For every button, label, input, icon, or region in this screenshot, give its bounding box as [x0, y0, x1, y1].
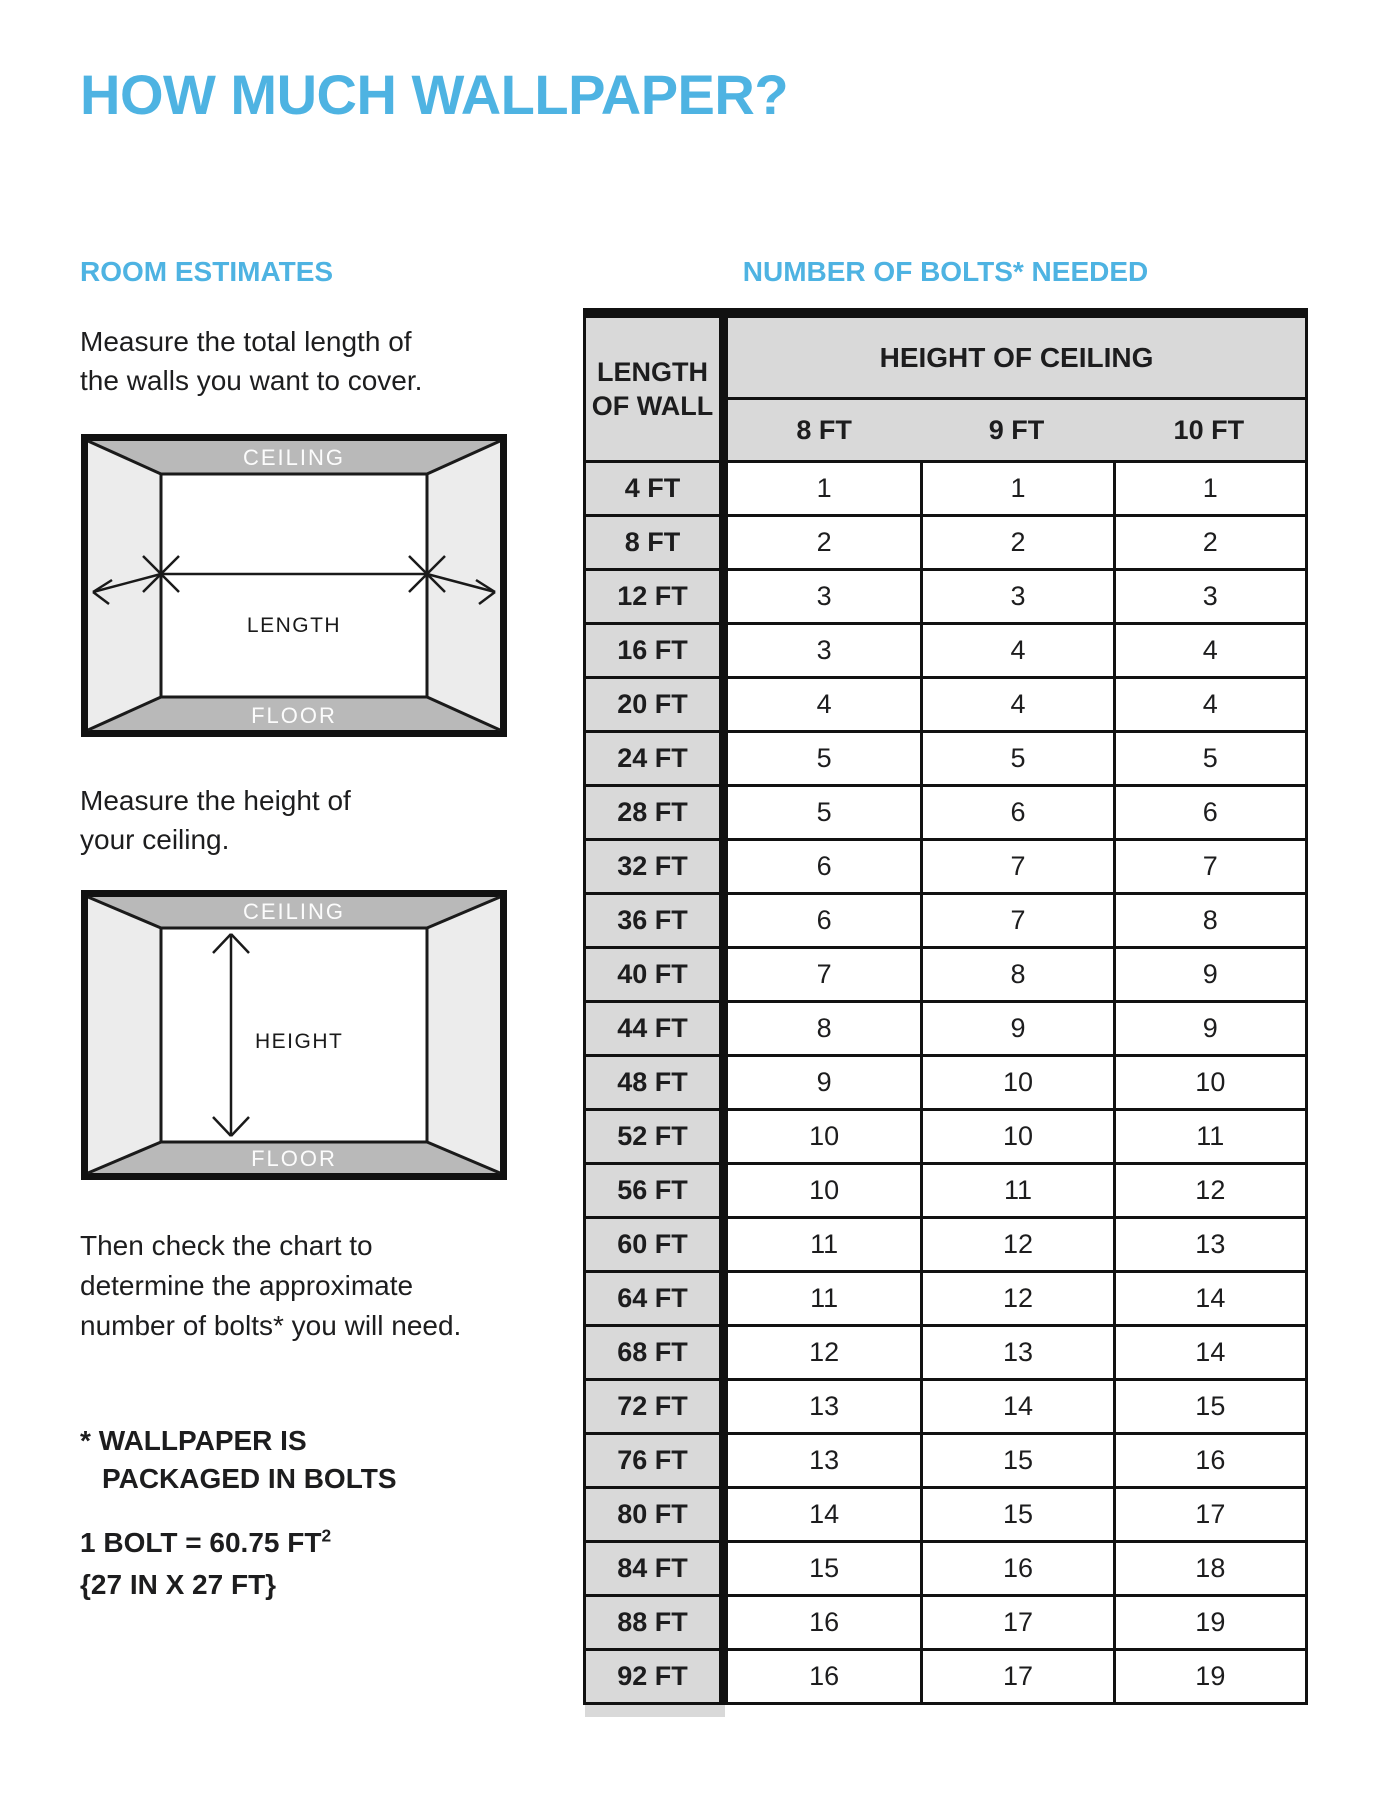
wall-length-cell: 56 FT: [586, 1162, 728, 1216]
bolt-count-cell: 8: [728, 1000, 920, 1054]
bolt-count-cell: 3: [920, 568, 1112, 622]
page-title: HOW MUCH WALLPAPER?: [80, 63, 789, 126]
text-line: the walls you want to cover.: [80, 365, 423, 396]
room-length-diagram: [81, 434, 507, 737]
bolt-count-cell: 1: [1113, 460, 1305, 514]
bolt-count-cell: 17: [1113, 1486, 1305, 1540]
bolt-count-cell: 5: [728, 730, 920, 784]
bolt-count-cell: 15: [920, 1486, 1112, 1540]
bolt-count-cell: 14: [920, 1378, 1112, 1432]
bolt-count-cell: 14: [1113, 1324, 1305, 1378]
bolt-count-cell: 7: [1113, 838, 1305, 892]
bolts-table: [583, 308, 1308, 1705]
bolt-count-cell: 8: [920, 946, 1112, 1000]
bolt-count-cell: 12: [1113, 1162, 1305, 1216]
wall-length-cell: 36 FT: [586, 892, 728, 946]
bolt-count-cell: 16: [1113, 1432, 1305, 1486]
bolt-count-cell: 4: [1113, 622, 1305, 676]
bolt-count-cell: 6: [728, 838, 920, 892]
wall-length-cell: 88 FT: [586, 1594, 728, 1648]
wall-length-cell: 4 FT: [586, 460, 728, 514]
bolt-count-cell: 15: [1113, 1378, 1305, 1432]
bolt-count-cell: 6: [1113, 784, 1305, 838]
bolt-count-cell: 2: [920, 514, 1112, 568]
bolt-count-cell: 4: [1113, 676, 1305, 730]
text-line: Measure the height of: [80, 785, 351, 816]
bolt-count-cell: 3: [728, 568, 920, 622]
bolt-count-cell: 4: [728, 676, 920, 730]
bolt-count-cell: 11: [728, 1216, 920, 1270]
bolt-count-cell: 17: [920, 1648, 1112, 1702]
bolt-count-cell: 15: [728, 1540, 920, 1594]
bolt-count-cell: 7: [728, 946, 920, 1000]
wall-length-cell: 72 FT: [586, 1378, 728, 1432]
wall-length-cell: 40 FT: [586, 946, 728, 1000]
text-line: Measure the total length of: [80, 326, 412, 357]
length-of-wall-header: LENGTH OF WALL: [586, 318, 728, 460]
bolt-count-cell: 4: [920, 676, 1112, 730]
floor-label: FLOOR: [251, 1146, 337, 1171]
bolt-count-cell: 18: [1113, 1540, 1305, 1594]
bolt-size-line: 1 BOLT = 60.75 $FT^2$: [80, 1525, 332, 1558]
wall-length-cell: 12 FT: [586, 568, 728, 622]
bolt-count-cell: 1: [728, 460, 920, 514]
bolt-count-cell: 10: [1113, 1054, 1305, 1108]
bolt-count-cell: 8: [1113, 892, 1305, 946]
bolt-count-cell: 19: [1113, 1648, 1305, 1702]
bolt-count-cell: 12: [728, 1324, 920, 1378]
wall-length-cell: 80 FT: [586, 1486, 728, 1540]
bolt-count-cell: 4: [920, 622, 1112, 676]
wall-length-cell: 8 FT: [586, 514, 728, 568]
wall-length-cell: 48 FT: [586, 1054, 728, 1108]
text-line: determine the approximate: [80, 1270, 414, 1301]
wall-length-cell: 60 FT: [586, 1216, 728, 1270]
back-wall-face: [161, 474, 427, 697]
room-height-diagram: [81, 890, 507, 1180]
bolt-count-cell: 10: [728, 1108, 920, 1162]
column-header-8ft: 8 FT: [728, 400, 920, 460]
bolt-count-cell: 10: [920, 1054, 1112, 1108]
table-shadow: [585, 1705, 725, 1717]
footnote-line: * WALLPAPER IS: [80, 1425, 307, 1456]
bolts-footnote: [80, 1422, 397, 1498]
column-header-9ft: 9 FT: [920, 400, 1112, 460]
bolt-count-cell: 11: [1113, 1108, 1305, 1162]
left-wall-face: [88, 897, 161, 1173]
bolt-count-cell: 2: [728, 514, 920, 568]
wall-length-cell: 68 FT: [586, 1324, 728, 1378]
bolt-count-cell: 7: [920, 892, 1112, 946]
bolt-count-cell: 16: [920, 1540, 1112, 1594]
wall-length-cell: 92 FT: [586, 1648, 728, 1702]
bolt-count-cell: 11: [920, 1162, 1112, 1216]
room-estimates-heading: ROOM ESTIMATES: [80, 256, 334, 287]
check-chart-text: [80, 1226, 461, 1346]
bolt-dimensions-line: {27 IN X 27 FT}: [80, 1569, 277, 1600]
bolt-count-cell: 1: [920, 460, 1112, 514]
bolt-count-cell: 9: [1113, 1000, 1305, 1054]
wall-length-cell: 64 FT: [586, 1270, 728, 1324]
bolt-count-cell: 7: [920, 838, 1112, 892]
right-wall-face: [427, 897, 500, 1173]
bolt-count-cell: 10: [920, 1108, 1112, 1162]
bolt-count-cell: 9: [920, 1000, 1112, 1054]
bolt-definition: [80, 1522, 331, 1606]
bolt-count-cell: 2: [1113, 514, 1305, 568]
room-height-illustration: [81, 890, 507, 1180]
bolt-count-cell: 13: [728, 1432, 920, 1486]
bolt-count-cell: 6: [728, 892, 920, 946]
text-line: Then check the chart to: [80, 1230, 373, 1261]
wall-length-cell: 28 FT: [586, 784, 728, 838]
bolts-needed-heading: NUMBER OF BOLTS* NEEDED: [742, 256, 1149, 287]
room-length-illustration: [81, 434, 507, 737]
bolt-count-cell: 9: [728, 1054, 920, 1108]
bolt-count-cell: 9: [1113, 946, 1305, 1000]
bolt-count-cell: 13: [1113, 1216, 1305, 1270]
bolt-count-cell: 5: [728, 784, 920, 838]
wall-length-cell: 84 FT: [586, 1540, 728, 1594]
superscript-2: 2: [321, 1525, 332, 1546]
bolt-count-cell: 12: [920, 1216, 1112, 1270]
bolt-count-cell: 10: [728, 1162, 920, 1216]
bolt-count-cell: 14: [728, 1486, 920, 1540]
floor-label: FLOOR: [251, 703, 337, 728]
measure-height-text: [80, 781, 351, 859]
bolt-count-cell: 13: [728, 1378, 920, 1432]
measure-length-text: [80, 322, 422, 400]
bolt-count-cell: 5: [920, 730, 1112, 784]
bolt-count-cell: 3: [1113, 568, 1305, 622]
wall-length-cell: 24 FT: [586, 730, 728, 784]
length-label: LENGTH: [246, 614, 342, 637]
column-header-10ft: 10 FT: [1113, 400, 1305, 460]
wall-length-cell: 52 FT: [586, 1108, 728, 1162]
bolt-count-cell: 3: [728, 622, 920, 676]
ceiling-label: CEILING: [242, 899, 346, 924]
bolt-count-cell: 17: [920, 1594, 1112, 1648]
bolt-count-cell: 16: [728, 1648, 920, 1702]
bolt-count-cell: 15: [920, 1432, 1112, 1486]
bolt-count-cell: 11: [728, 1270, 920, 1324]
text-line: number of bolts* you will need.: [80, 1310, 462, 1341]
height-of-ceiling-header: HEIGHT OF CEILING: [728, 318, 1305, 400]
text-line: your ceiling.: [80, 824, 230, 855]
ceiling-label: CEILING: [242, 445, 346, 470]
wall-length-cell: 20 FT: [586, 676, 728, 730]
bolt-count-cell: 16: [728, 1594, 920, 1648]
wall-length-cell: 76 FT: [586, 1432, 728, 1486]
asterisk: *: [80, 1425, 91, 1456]
bolt-count-cell: 19: [1113, 1594, 1305, 1648]
bolt-count-cell: 12: [920, 1270, 1112, 1324]
wall-length-cell: 44 FT: [586, 1000, 728, 1054]
bolt-count-cell: 5: [1113, 730, 1305, 784]
wall-length-cell: 32 FT: [586, 838, 728, 892]
bolt-count-cell: 13: [920, 1324, 1112, 1378]
height-label: HEIGHT: [255, 1030, 344, 1053]
footnote-line: PACKAGED IN BOLTS: [102, 1463, 397, 1494]
bolt-count-cell: 6: [920, 784, 1112, 838]
wall-length-cell: 16 FT: [586, 622, 728, 676]
bolt-count-cell: 14: [1113, 1270, 1305, 1324]
